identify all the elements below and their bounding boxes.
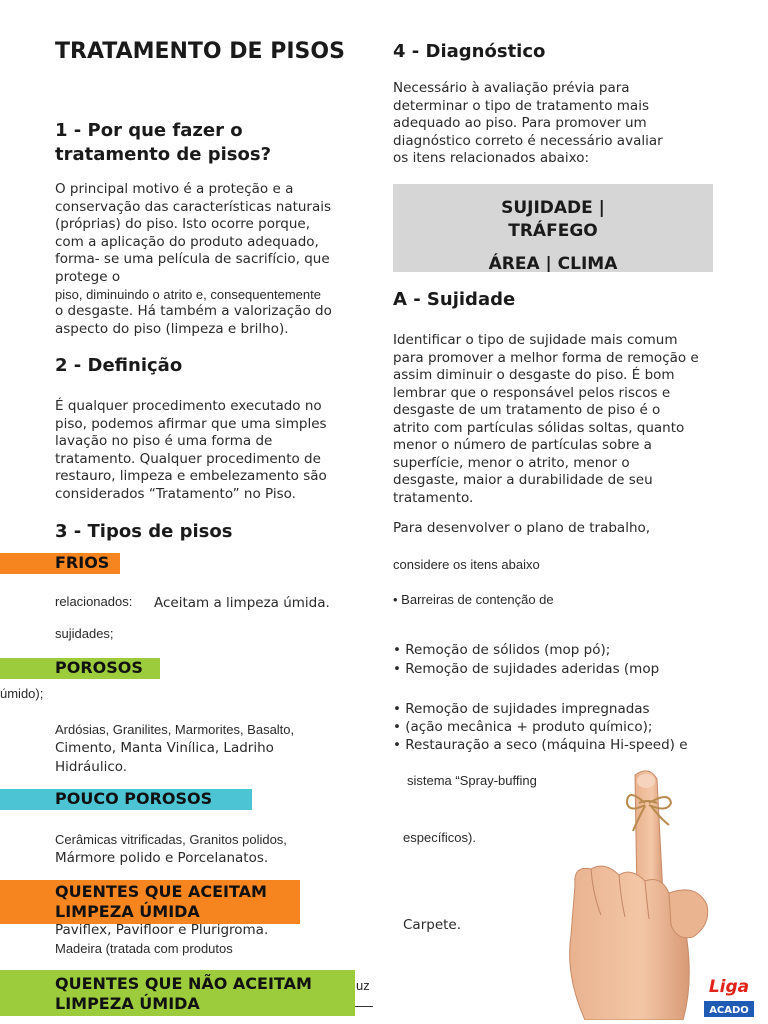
section-4-line: determinar o tipo de tratamento mais [393,97,649,114]
liga-acado-logo [702,972,756,1018]
porosos-text: Cimento, Manta Vinílica, Ladriho [55,740,274,756]
section-2-line: considerados “Tratamento” no Piso. [55,485,296,502]
page-title: TRATAMENTO DE PISOS [55,39,345,64]
section-2-line: É qualquer procedimento executado no [55,398,322,414]
pouco-porosos-text: Cerâmicas vitrificadas, Granitos polidos, [55,832,287,847]
band-porosos: POROSOS [0,658,160,679]
section-1-body [55,181,375,338]
band-quentes-nao-aceitam [0,970,355,1016]
section-a-line: menor o número de partículas sobre a [393,437,652,453]
section-a-line: desgaste, maior a durabilidade de seu [393,472,653,488]
pouco-porosos-text: Mármore polido e Porcelanatos. [55,850,269,866]
criteria-line: SUJIDADE | [501,198,605,218]
quentes-nao-aceitam-overflow: uz [356,978,370,993]
band-quentes-nao-aceitam-line: QUENTES QUE NÃO ACEITAM [55,974,312,993]
bullet-item: • Barreiras de contenção de [393,592,554,607]
divider [355,1006,373,1007]
section-1-line: com a aplicação do produto adequado, [55,233,319,250]
criteria-line: TRÁFEGO [508,221,598,241]
porosos-text: Ardósias, Granilites, Marmorites, Basalto, [55,722,295,737]
section-2-body [55,398,375,503]
section-1-heading: 1 - Por que fazer o tratamento de pisos? [55,120,272,165]
bullet-item: • Remoção de sujidades aderidas (mop [393,661,660,677]
section-1-line: aspecto do piso (limpeza e brilho). [55,320,289,337]
hand-with-string-illustration [565,765,715,1020]
section-4-line: Necessário à avaliação prévia para [393,80,630,96]
section-1-line: protege o [55,268,121,285]
plano-text: Para desenvolver o plano de trabalho, [393,520,651,536]
bullet-item: • (ação mecânica + produto químico); [393,719,653,735]
section-a-body [393,332,723,507]
criteria-line: ÁREA | CLIMA [488,254,618,272]
quentes-aceitam-text: Paviflex, Pavifloor e Plurigroma. [55,922,269,938]
section-4-body [393,80,723,168]
band-quentes-nao-aceitam-line: LIMPEZA ÚMIDA [55,994,200,1013]
section-a-heading: A - Sujidade [393,289,516,310]
quentes-aceitam-text: Madeira (tratada com produtos [55,941,233,956]
band-frios: FRIOS [0,553,120,574]
bullet-item: • Remoção de sujidades impregnadas [393,701,650,717]
band-pouco-porosos: POUCO POROSOS [0,789,252,810]
section-2-line: tratamento. Qualquer procedimento de [55,450,321,467]
band-quentes-aceitam-line: QUENTES QUE ACEITAM [55,882,267,901]
section-a-line: assim diminuir o desgaste do piso. É bom [393,367,675,383]
band-quentes-aceitam-line: LIMPEZA ÚMIDA [55,902,200,921]
considere-text: considere os itens abaixo [393,557,540,572]
section-2-heading: 2 - Definição [55,355,183,376]
section-2-line: restauro, limpeza e embelezamento são [55,468,327,484]
section-4-line: os itens relacionados abaixo: [393,150,590,166]
section-a-line: tratamento. [393,489,474,506]
logo-text-bottom: ACADO [709,1005,749,1016]
section-1-line: (próprias) do piso. Isto ocorre porque, [55,216,310,232]
sistema-text: sistema “Spray-buffing [407,773,537,788]
section-4-line: adequado ao piso. Para promover um [393,115,647,131]
section-a-line: para promover a melhor forma de remoção e [393,349,699,366]
porosos-overflow-text: úmido); [0,686,44,701]
band-quentes-aceitam [0,880,300,924]
carpete-text: Carpete. [403,917,462,933]
diagnostic-criteria-box [393,184,713,272]
section-3-heading: 3 - Tipos de pisos [55,521,233,542]
frios-text-c: sujidades; [55,626,114,641]
frios-text-a: relacionados: [55,594,133,609]
frios-text-b: Aceitam a limpeza úmida. [154,595,330,611]
section-a-line: lembrar que o responsável pelos riscos e [393,384,671,401]
especificos-text: específicos). [403,830,476,845]
section-a-line: atrito com partículas sólidas soltas, quanto [393,419,685,436]
section-a-line: superfície, menor o atrito, menor o [393,454,630,471]
bullet-item: • Restauração a seco (máquina Hi-speed) e [393,737,688,753]
section-1-line: o desgaste. Há também a valorização do [55,303,332,319]
section-1-line: forma- se uma película de sacrifício, que [55,251,330,267]
section-1-line: piso, diminuindo o atrito e, consequentemente [55,287,321,302]
section-2-line: piso, podemos afirmar que uma simples [55,415,327,432]
section-1-line: O principal motivo é a proteção e a [55,181,294,197]
section-1-line: conservação das características naturais [55,198,332,215]
porosos-text: Hidráulico. [55,759,128,775]
bullet-item: • Remoção de sólidos (mop pó); [393,642,611,658]
section-2-line: lavação no piso é uma forma de [55,433,273,449]
section-4-heading: 4 - Diagnóstico [393,41,546,62]
section-a-line: desgaste de um tratamento de piso é o [393,402,661,418]
logo-text-top: Liga [708,977,750,997]
section-4-line: diagnóstico correto é necessário avaliar [393,132,663,149]
section-a-line: Identificar o tipo de sujidade mais comum [393,332,678,348]
